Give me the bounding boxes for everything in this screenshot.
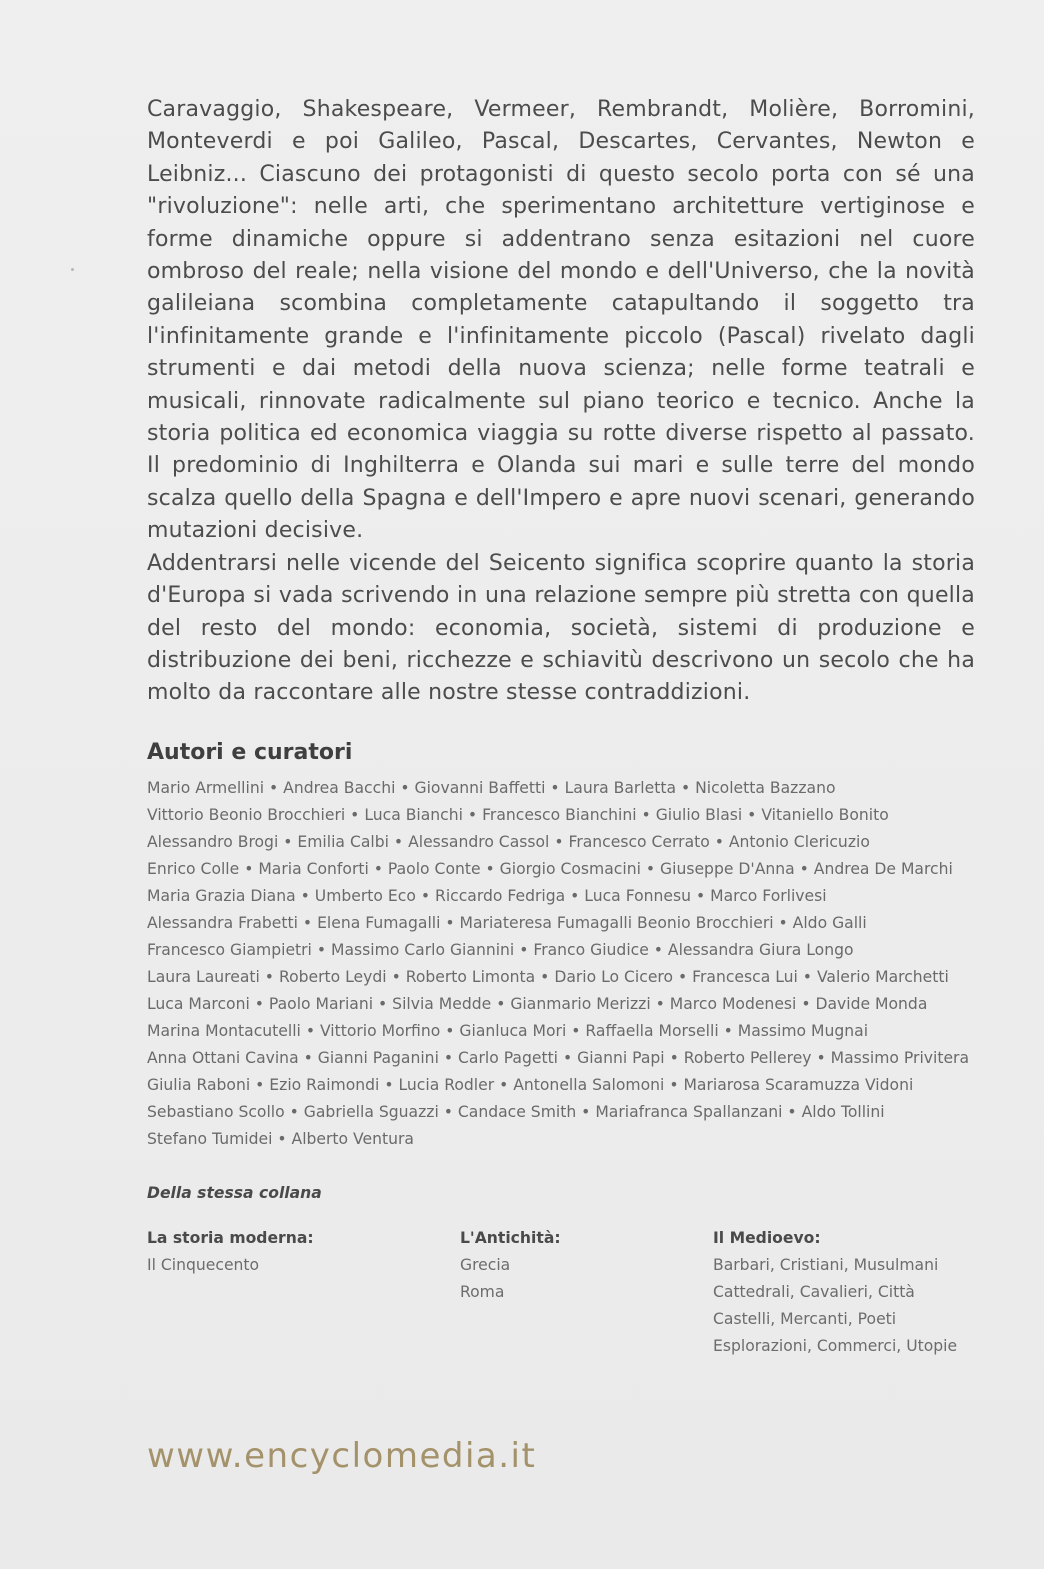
authors-line: Alessandro Brogi • Emilia Calbi • Alessandro Cassol • Francesco Cerrato • Antonio Clericuzio [147, 833, 870, 851]
authors-line: Enrico Colle • Maria Conforti • Paolo Conte • Giorgio Cosmacini • Giuseppe D'Anna • Andrea De Marchi [147, 860, 953, 878]
series-title-item: Grecia [460, 1256, 511, 1274]
authors-line: Sebastiano Scollo • Gabriella Sguazzi • Candace Smith • Mariafranca Spallanzani • Aldo Tollini [147, 1103, 885, 1121]
series-column-title: L'Antichità: [460, 1229, 561, 1247]
series-column-antiquity [460, 1225, 561, 1306]
authors-line: Mario Armellini • Andrea Bacchi • Giovanni Baffetti • Laura Barletta • Nicoletta Bazzano [147, 779, 836, 797]
authors-line: Giulia Raboni • Ezio Raimondi • Lucia Rodler • Antonella Salomoni • Mariarosa Scaramuzza Vidoni [147, 1076, 914, 1094]
authors-line: Francesco Giampietri • Massimo Carlo Giannini • Franco Giudice • Alessandra Giura Longo [147, 941, 854, 959]
series-column-modern [147, 1225, 314, 1279]
blurb-paragraph-2: Addentrarsi nelle vicende del Seicento significa scoprire quanto la storia d'Europa si vada scrivendo in una relazione sempre più stretta con quella del resto del mondo: economia, società, sistemi di produzione e distribuzione dei beni, ricchezze e schiavitù descrivono un secolo che ha molto da raccontare alle nostre stesse contraddizioni. [147, 550, 975, 706]
series-title-item: Esplorazioni, Commerci, Utopie [713, 1337, 958, 1355]
blurb-paragraph-1: Caravaggio, Shakespeare, Vermeer, Rembrandt, Molière, Borromini, Monteverdi e poi Galileo, Pascal, Descartes, Cervantes, Newton e Leibniz... Ciascuno dei protagonisti di questo secolo porta con sé una "rivoluzione": nelle arti, che sperimentano architetture vertiginose e forme dinamiche oppure si addentrano senza esitazioni nel cuore ombroso del reale; nella visione del mondo e dell'Universo, che la novità galileiana scombina completamente catapultando il soggetto tra l'infinitamente grande e l'infinitamente piccolo (Pascal) rivelato dagli strumenti e dai metodi della nuova scienza; nelle forme teatrali e musicali, rinnovate radicalmente sul piano teorico e tecnico. Anche la storia politica ed economica viaggia su rotte diverse rispetto al passato. Il predominio di Inghilterra e Olanda sui mari e sulle terre del mondo scalza quello della Spagna e dell'Impero e apre nuovi scenari, generando mutazioni decisive. [147, 97, 975, 544]
cover-blurb [147, 94, 975, 710]
authors-line: Alessandra Frabetti • Elena Fumagalli • Mariateresa Fumagalli Beonio Brocchieri • Aldo Galli [147, 914, 867, 932]
publisher-website: www.encyclomedia.it [147, 1436, 537, 1476]
series-column-middle-ages [713, 1225, 957, 1360]
authors-line: Marina Montacutelli • Vittorio Morfino • Gianluca Mori • Raffaella Morselli • Massimo Mugnai [147, 1022, 869, 1040]
authors-line: Laura Laureati • Roberto Leydi • Roberto Limonta • Dario Lo Cicero • Francesca Lui • Valerio Marchetti [147, 968, 949, 986]
series-title-item: Cattedrali, Cavalieri, Città [713, 1283, 915, 1301]
paper-speck [71, 268, 74, 271]
authors-line: Anna Ottani Cavina • Gianni Paganini • Carlo Pagetti • Gianni Papi • Roberto Pellerey • Massimo Privitera [147, 1049, 970, 1067]
authors-line: Maria Grazia Diana • Umberto Eco • Riccardo Fedriga • Luca Fonnesu • Marco Forlivesi [147, 887, 827, 905]
authors-list [147, 775, 987, 1153]
series-title-item: Castelli, Mercanti, Poeti [713, 1310, 897, 1328]
series-heading: Della stessa collana [147, 1184, 322, 1202]
series-title-item: Barbari, Cristiani, Musulmani [713, 1256, 939, 1274]
authors-line: Luca Marconi • Paolo Mariani • Silvia Medde • Gianmario Merizzi • Marco Modenesi • Davide Monda [147, 995, 928, 1013]
authors-line: Stefano Tumidei • Alberto Ventura [147, 1130, 414, 1148]
series-column-title: Il Medioevo: [713, 1229, 821, 1247]
series-title-item: Roma [460, 1283, 505, 1301]
series-column-title: La storia moderna: [147, 1229, 314, 1247]
authors-line: Vittorio Beonio Brocchieri • Luca Bianchi • Francesco Bianchini • Giulio Blasi • Vitaniello Bonito [147, 806, 889, 824]
authors-heading: Autori e curatori [147, 740, 353, 765]
series-title-item: Il Cinquecento [147, 1256, 260, 1274]
